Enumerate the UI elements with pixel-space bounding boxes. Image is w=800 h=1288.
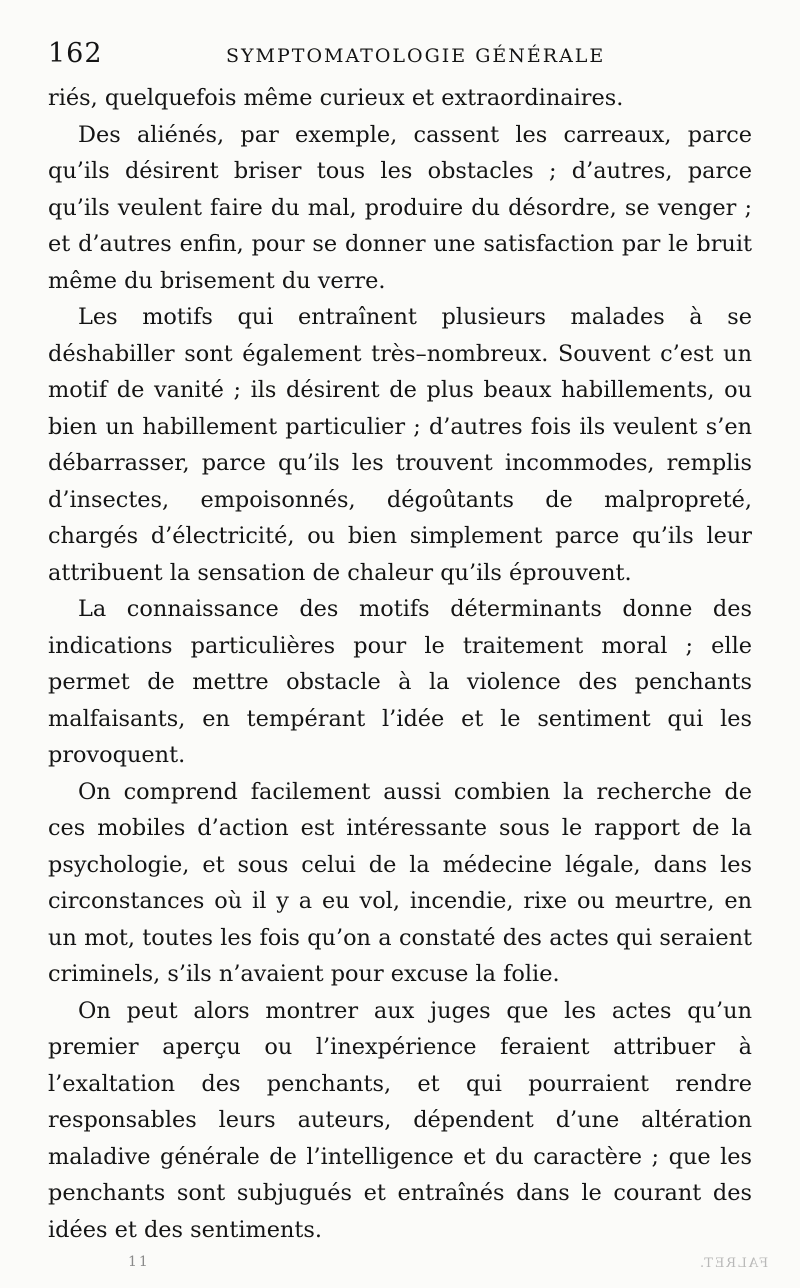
signature-mark: 11	[128, 1254, 150, 1270]
bleed-through-text: FALRET.	[697, 1256, 768, 1271]
text-body	[48, 80, 752, 1248]
page-header	[48, 38, 748, 72]
paragraph-motifs-deshabiller: Les motifs qui entraînent plusieurs malades à se déshabiller sont également très–nombreux. Souvent c’est un motif de vanité ; ils désirent de plus beaux habillements, ou bien un habillement particulier ; d’autres fois ils veulent s’en débarrasser, parce qu’ils les trouvent incommodes, remplis d’insectes, empoisonnés, dégoûtants de malpropreté, chargés d’électricité, ou bien simplement parce qu’ils leur attribuent la sensation de chaleur qu’ils éprouvent.	[48, 304, 752, 586]
paragraph-continuation: riés, quelquefois même curieux et extraordinaires.	[48, 85, 624, 111]
paragraph-connaissance-motifs: La connaissance des motifs déterminants donne des indications particulières pour le traitement moral ; elle permet de mettre obstacle à la violence des penchants malfaisants, en tempérant l’idée et le sentiment qui les provoquent.	[48, 596, 752, 768]
paragraph-mobiles-action: On comprend facilement aussi combien la recherche de ces mobiles d’action est intéressante sous le rapport de la psychologie, et sous celui de la médecine légale, dans les circonstances où il y a eu vol, incendie, rixe ou meurtre, en un mot, toutes les fois qu’on a constaté des actes qui seraient criminels, s’ils n’avaient pour excuse la folie.	[48, 778, 752, 987]
paragraph-alienes-carreaux: Des aliénés, par exemple, cassent les carreaux, parce qu’ils désirent briser tous les obstacles ; d’autres, parce qu’ils veulent faire du mal, produire du désordre, se venger ; et d’autres enfin, pour se donner une satisfaction par le bruit même du brisement du verre.	[48, 121, 752, 294]
page-number: 162	[48, 38, 103, 69]
running-head: SYMPTOMATOLOGIE GÉNÉRALE	[226, 45, 606, 67]
paragraph-juges: On peut alors montrer aux juges que les actes qu’un premier aperçu ou l’inexpérience feraient attribuer à l’exaltation des penchants, et qui pourraient rendre responsables leurs auteurs, dépendent d’une altération maladive générale de l’intelligence et du caractère ; que les penchants sont subjugués et entraînés dans le courant des idées et des sentiments.	[48, 997, 752, 1243]
